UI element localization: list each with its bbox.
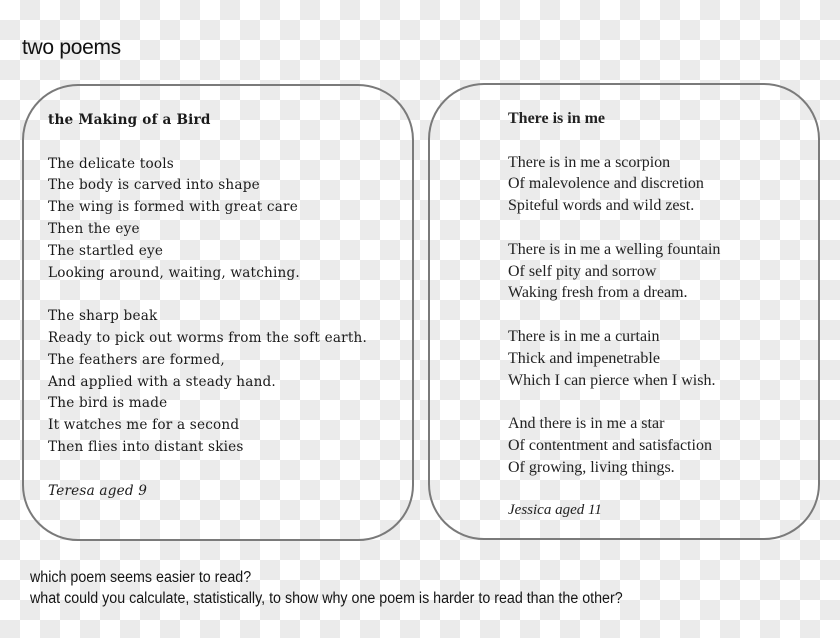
- poem-line: And applied with a steady hand.: [48, 373, 276, 390]
- poem-line: The wing is formed with great care: [48, 199, 298, 216]
- poem-line: Waking fresh from a dream.: [508, 284, 688, 302]
- stanza: [508, 413, 720, 478]
- poem-line: Then the eye: [48, 220, 140, 237]
- stanza: [508, 152, 720, 217]
- page-title: two poems: [22, 36, 121, 59]
- poem-line: Of contentment and satisfaction: [508, 436, 712, 454]
- poem-line: Of self pity and sorrow: [508, 262, 657, 280]
- stanza: [48, 306, 367, 459]
- poem-line: The sharp beak: [48, 308, 158, 325]
- poem-title: the Making of a Bird: [48, 112, 211, 128]
- poem-line: Ready to pick out worms from the soft earth.: [48, 329, 367, 346]
- poem-line: Thick and impenetrable: [508, 349, 660, 367]
- poem-line: The feathers are formed,: [48, 351, 225, 368]
- poem-line: The body is carved into shape: [48, 177, 260, 194]
- poem-line: The delicate tools: [48, 155, 174, 172]
- poem-line: The startled eye: [48, 242, 164, 259]
- poem-line: It watches me for a second: [48, 417, 240, 434]
- poem-line: There is in me a scorpion: [508, 153, 671, 171]
- poem-making-of-a-bird: [48, 110, 367, 502]
- question-easier-to-read: which poem seems easier to read?: [30, 569, 252, 586]
- poem-line: Then flies into distant skies: [48, 438, 244, 455]
- poem-line: And there is in me a star: [508, 415, 665, 433]
- question-statistical-measure: what could you calculate, statistically, to show why one poem is harder to read than the other?: [30, 590, 623, 607]
- poem-line: Which I can pierce when I wish.: [508, 371, 716, 389]
- poem-line: Spiteful words and wild zest.: [508, 197, 695, 215]
- poem-author: Teresa aged 9: [48, 482, 148, 499]
- stanza: [508, 326, 720, 391]
- poem-title: There is in me: [508, 110, 606, 127]
- poem-line: Of malevolence and discretion: [508, 175, 704, 193]
- poem-line: Looking around, waiting, watching.: [48, 264, 300, 281]
- poem-line: Of growing, living things.: [508, 458, 675, 476]
- stanza: [508, 239, 720, 304]
- poem-line: The bird is made: [48, 395, 168, 412]
- poem-there-is-in-me: [508, 108, 720, 522]
- poem-line: There is in me a welling fountain: [508, 240, 721, 258]
- poem-author: Jessica aged 11: [508, 502, 602, 519]
- stanza: [48, 154, 367, 285]
- poem-line: There is in me a curtain: [508, 327, 660, 345]
